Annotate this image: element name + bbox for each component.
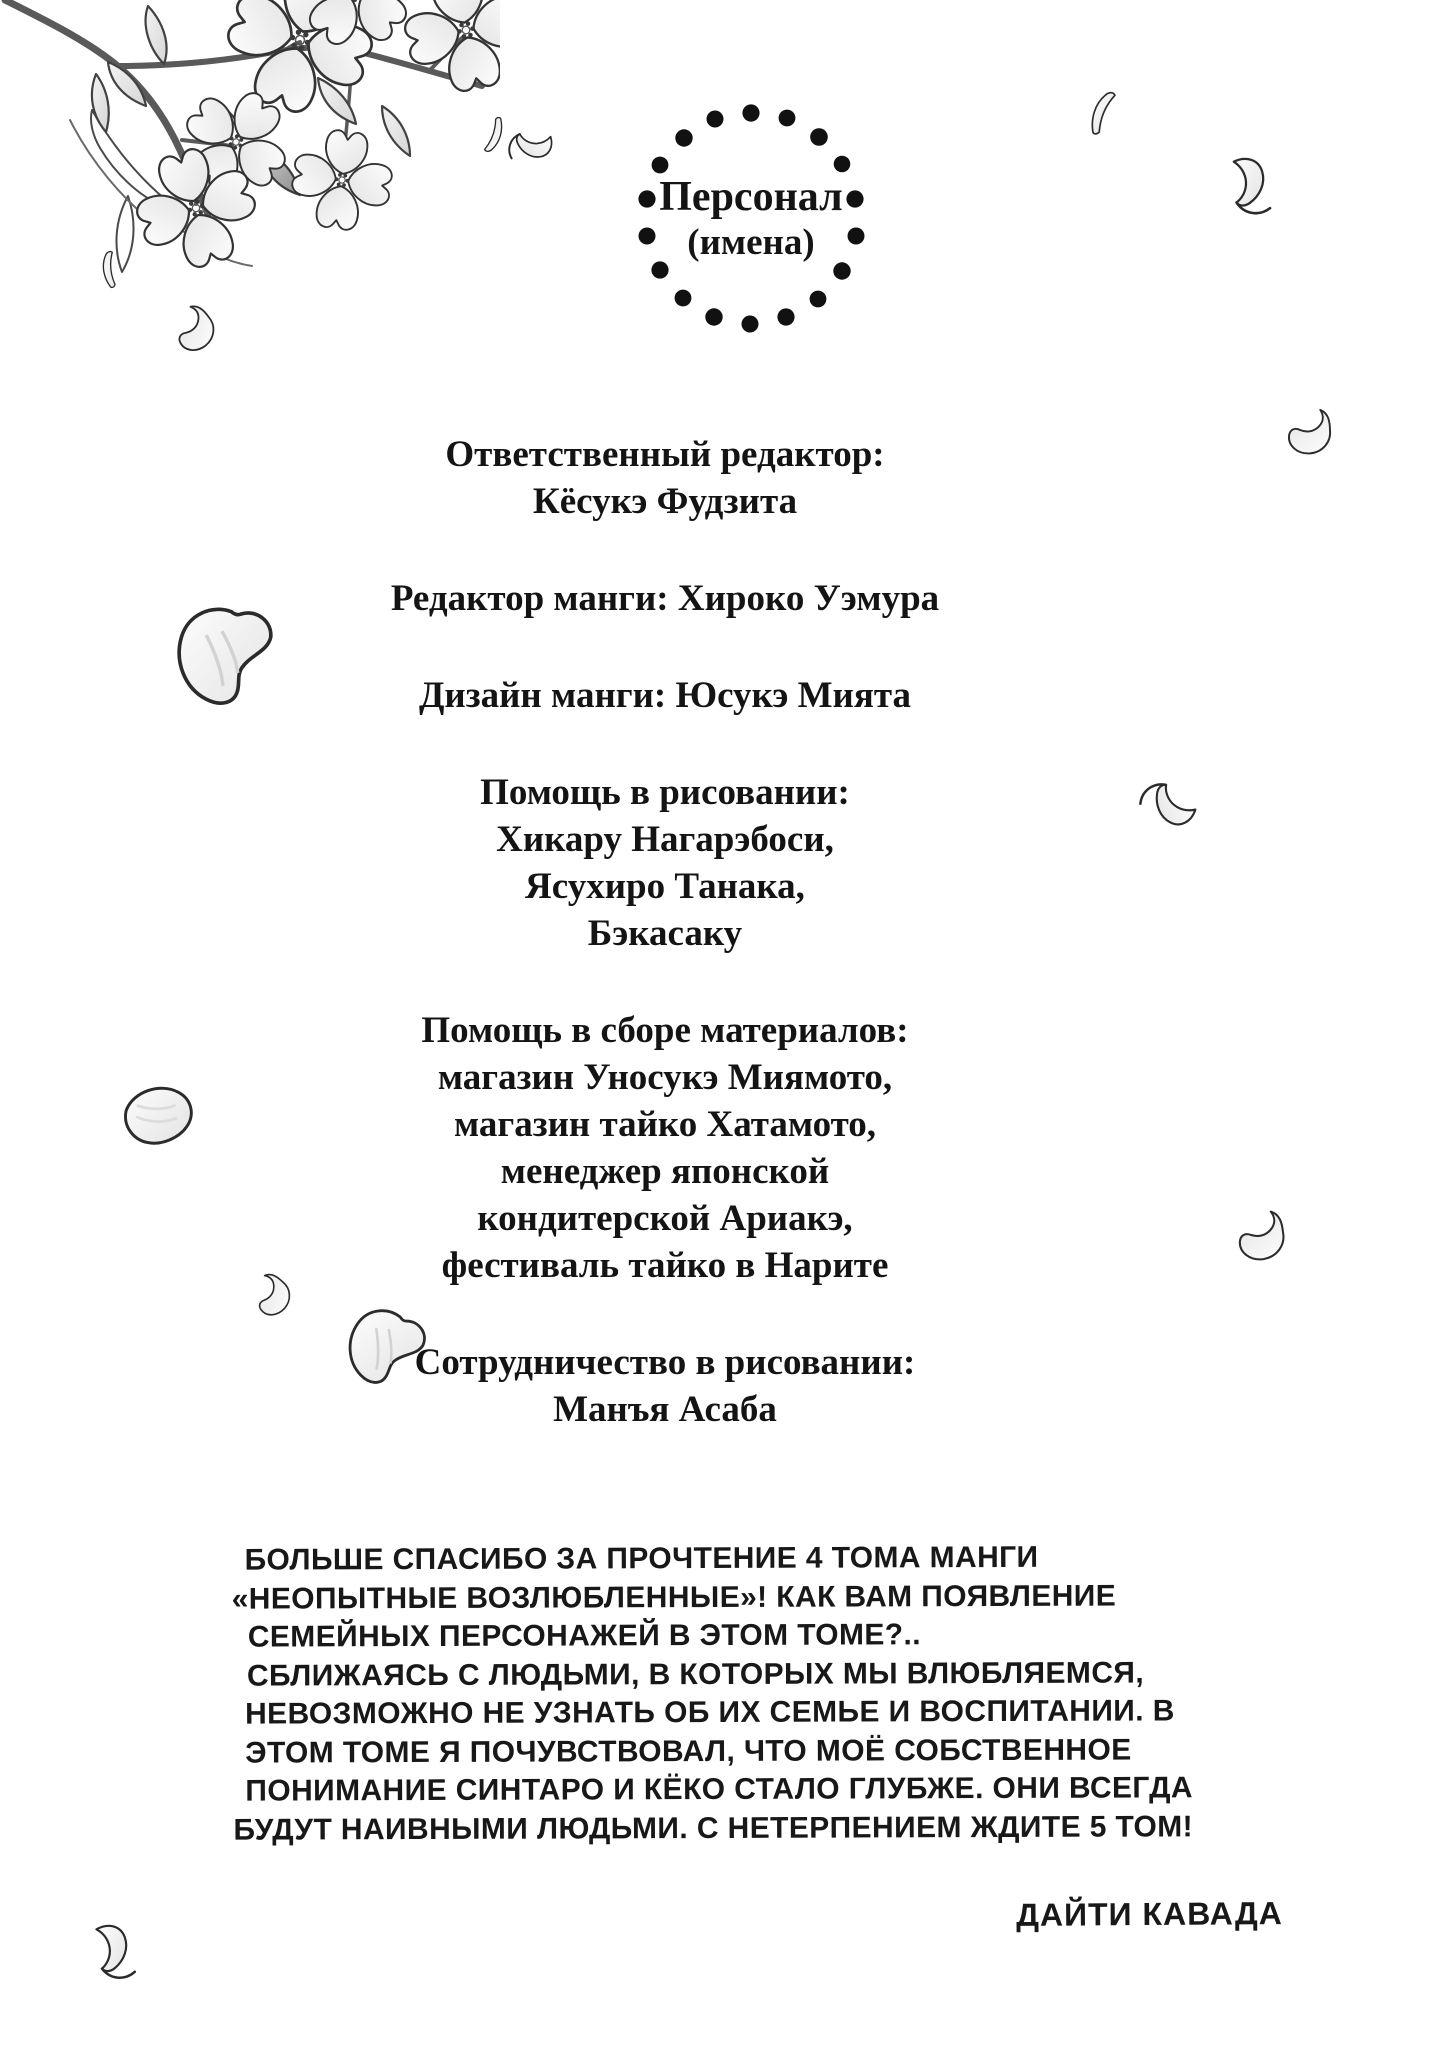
- petal-icon: [164, 592, 290, 723]
- credit-line: кондитерской Ариакэ,: [477, 1198, 853, 1239]
- author-signature: ДАЙТИ КАВАДА: [1016, 1895, 1283, 1933]
- afterword-line: СЕМЕЙНЫХ ПЕРСОНАЖЕЙ В ЭТОМ ТОМЕ?..: [247, 1618, 922, 1654]
- afterword-line: ЭТОМ ТОМЕ Я ПОЧУВСТВОВАЛ, ЧТО МОЁ СОБСТВЕННОЕ: [245, 1733, 1132, 1770]
- afterword-line: БОЛЬШЕ СПАСИБО ЗА ПРОЧТЕНИЕ 4 ТОМА МАНГИ: [244, 1540, 1039, 1577]
- badge-text: [620, 88, 882, 350]
- badge-title: Персонал: [659, 174, 843, 220]
- credit-line: Ответственный редактор:: [445, 434, 885, 475]
- petal-icon: [73, 1912, 146, 1992]
- staff-badge: [620, 88, 882, 350]
- credit-group-editor: [0, 431, 1330, 525]
- credit-line: Хикару Нагарэбоси,: [496, 819, 834, 860]
- credits-list: [0, 431, 1330, 1483]
- petal-icon: [333, 1296, 438, 1404]
- petal-icon: [105, 1071, 208, 1172]
- credit-line: фестиваль тайко в Нарите: [441, 1245, 889, 1286]
- credit-line: Редактор манги: Хироко Уэмура: [390, 578, 940, 619]
- petal-icon: [1210, 146, 1281, 226]
- credit-line: менеджер японской: [500, 1151, 830, 1192]
- credit-line: магазин Уносукэ Миямото,: [437, 1057, 893, 1098]
- flower-branch-illustration: [0, 0, 500, 380]
- credit-group-collab: [0, 1339, 1330, 1433]
- credit-line: Ясухиро Танака,: [525, 866, 805, 907]
- petal-icon: [500, 116, 562, 171]
- afterword-line: НЕВОЗМОЖНО НЕ УЗНАТЬ ОБ ИХ СЕМЬЕ И ВОСПИТАНИИ. В: [245, 1694, 1175, 1731]
- afterword-line: СБЛИЖАЯСЬ С ЛЮДЬМИ, В КОТОРЫХ МЫ ВЛЮБЛЯЕМСЯ,: [246, 1655, 1145, 1693]
- badge-subtitle: (имена): [687, 222, 815, 263]
- credit-line: Кёсукэ Фудзита: [532, 481, 798, 522]
- credit-line: Дизайн манги: Юсукэ Мията: [418, 675, 912, 716]
- afterword-line: «НЕОПЫТНЫЕ ВОЗЛЮБЛЕННЫЕ»! КАК ВАМ ПОЯВЛЕНИЕ: [231, 1579, 1117, 1616]
- afterword-line: БУДУТ НАИВНЫМИ ЛЮДЬМИ. С НЕТЕРПЕНИЕМ ЖДИТЕ 5 ТОМ!: [233, 1809, 1194, 1847]
- credit-line: Помощь в сборе материалов:: [421, 1010, 909, 1051]
- credit-line: магазин тайко Хатамото,: [453, 1104, 877, 1145]
- petal-icon: [1075, 75, 1137, 154]
- afterword-line: ПОНИМАНИЕ СИНТАРО И КЁКО СТАЛО ГЛУБЖЕ. ОНИ ВСЕГДА: [245, 1771, 1193, 1808]
- credit-line: Бэкасаку: [587, 913, 743, 954]
- credit-line: Помощь в рисовании:: [480, 772, 850, 813]
- credit-line: Манъя Асаба: [553, 1389, 777, 1430]
- credit-line: Сотрудничество в рисовании:: [414, 1342, 916, 1383]
- author-afterword: [231, 1538, 1194, 1849]
